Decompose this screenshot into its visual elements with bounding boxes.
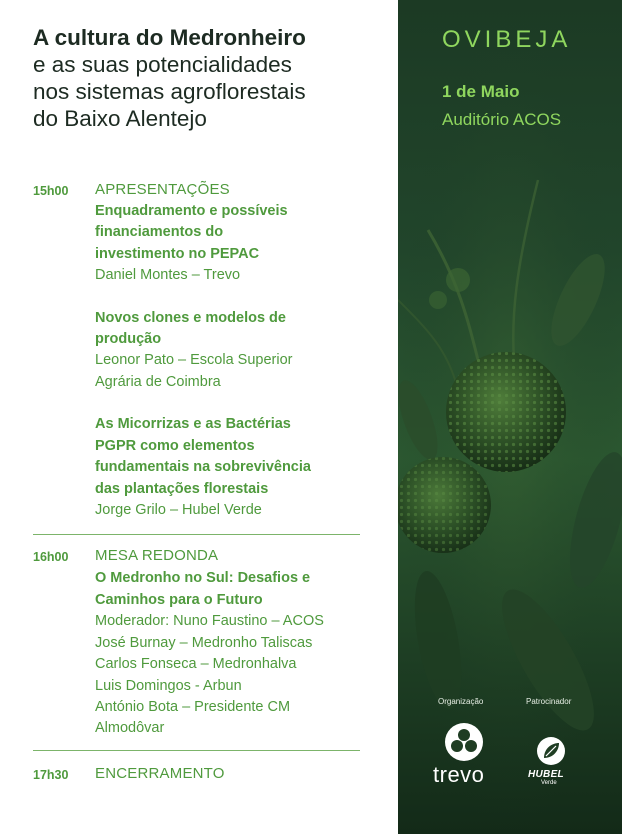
talk-title-line: PGPR como elementos (95, 438, 255, 454)
talk-speaker: Almodôvar (95, 720, 165, 736)
talk-title-line: Caminhos para o Futuro (95, 592, 263, 608)
title-line: nos sistemas agroflorestais (33, 79, 306, 104)
session-label: APRESENTAÇÕES (95, 181, 230, 198)
talk-speaker: José Burnay – Medronho Taliscas (95, 635, 313, 651)
talk-title-line: O Medronho no Sul: Desafios e (95, 570, 311, 586)
section-divider (33, 750, 360, 751)
talk-title-line: financiamentos do (95, 224, 224, 240)
session-time: 17h30 (33, 768, 69, 782)
talk-speaker: Daniel Montes – Trevo (95, 267, 241, 283)
talk-title-line: As Micorrizas e as Bactérias (95, 416, 291, 432)
talk-speaker: Jorge Grilo – Hubel Verde (95, 502, 262, 518)
talk-speaker: Luis Domingos - Arbun (95, 678, 242, 694)
event-title (33, 24, 393, 132)
title-line: do Baixo Alentejo (33, 106, 207, 131)
event-date: 1 de Maio (442, 82, 520, 101)
talk-speaker: Carlos Fonseca – Medronhalva (95, 656, 297, 672)
talk-speaker: Agrária de Coimbra (95, 374, 221, 390)
title-line: e as suas potencialidades (33, 52, 292, 77)
talk-speaker: António Bota – Presidente CM (95, 699, 291, 715)
trevo-clover-icon (444, 722, 484, 762)
session-label: ENCERRAMENTO (95, 765, 225, 782)
sponsor-name: HUBEL (528, 769, 564, 780)
talk-title-line: das plantações florestais (95, 481, 269, 497)
hubel-leaf-icon (536, 736, 566, 766)
talk-speaker: Moderador: Nuno Faustino – ACOS (95, 613, 324, 629)
session-time: 15h00 (33, 184, 69, 198)
brand-logo: OVIBEJA (442, 26, 572, 53)
sponsor-subtitle: Verde (541, 780, 557, 786)
event-info-panel (398, 0, 622, 834)
talk-title-line: investimento no PEPAC (95, 246, 260, 262)
session-time: 16h00 (33, 550, 69, 564)
organization-label: Organização (438, 697, 484, 706)
talk-title-line: fundamentais na sobrevivência (95, 459, 311, 475)
talk-speaker: Leonor Pato – Escola Superior (95, 352, 293, 368)
sponsor-label: Patrocinador (526, 697, 572, 706)
section-divider (33, 534, 360, 535)
talk-title-line: produção (95, 331, 162, 347)
session-label: MESA REDONDA (95, 547, 219, 564)
talk-title-line: Enquadramento e possíveis (95, 203, 288, 219)
talk-title-line: Novos clones e modelos de (95, 310, 286, 326)
organizer-name: trevo (433, 762, 485, 787)
event-venue: Auditório ACOS (442, 110, 562, 129)
title-bold-line: A cultura do Medronheiro (33, 25, 306, 50)
